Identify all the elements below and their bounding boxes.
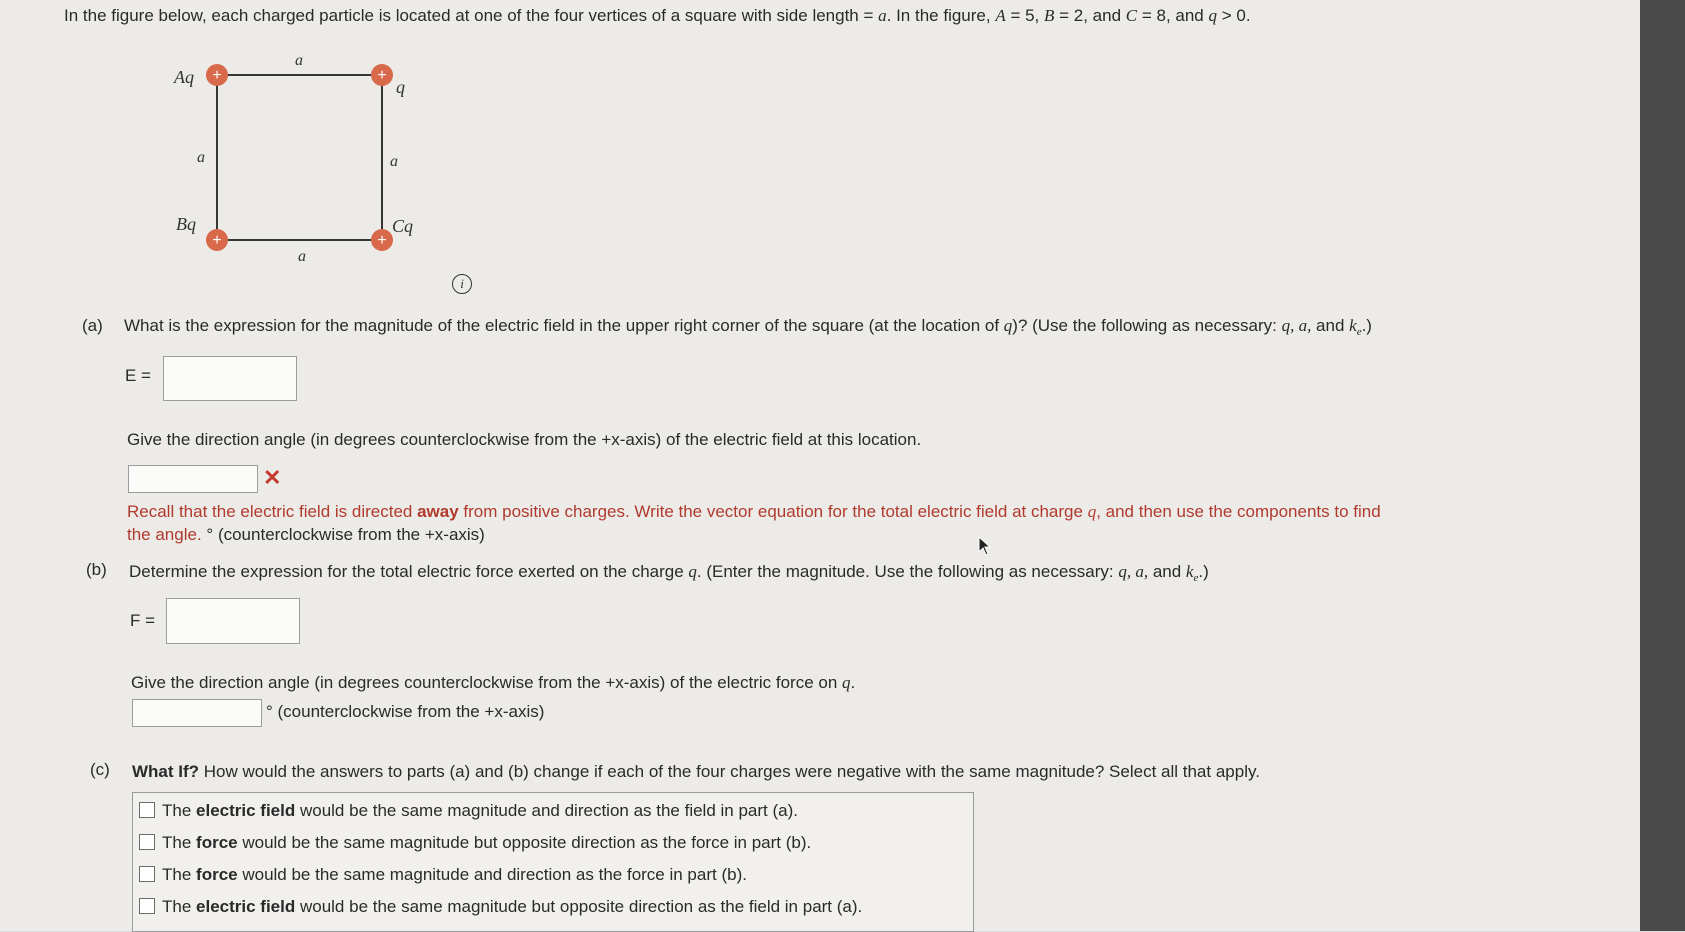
part-a-ke-sub: e	[1356, 326, 1362, 338]
intro-A: A	[995, 6, 1006, 25]
choice-3-post: would be the same magnitude and direction as the force in part (b).	[237, 865, 747, 884]
choice-4-bold: electric field	[196, 897, 296, 916]
part-a-question	[124, 316, 1372, 338]
part-a-end: .)	[1361, 316, 1372, 335]
part-b-question	[129, 562, 1209, 584]
square-outline	[217, 75, 382, 240]
charge-top-left	[206, 64, 228, 86]
F-answer-input[interactable]	[166, 598, 300, 644]
part-b-letter: (b)	[86, 560, 107, 579]
E-angle-input[interactable]	[128, 465, 258, 493]
label-Aq: Aq	[174, 67, 194, 87]
part-a-q-var: q	[1003, 316, 1013, 335]
choice-2[interactable]	[139, 833, 811, 857]
intro-q: q	[1208, 6, 1217, 25]
choice-1-bold: electric field	[196, 801, 296, 820]
part-a-vars: q, a,	[1281, 316, 1312, 335]
label-side-bottom: a	[298, 248, 306, 265]
F-angle-input[interactable]	[132, 699, 262, 727]
checkbox-2[interactable]	[139, 834, 155, 850]
choice-3-bold: force	[196, 865, 238, 884]
intro-a: a	[878, 6, 887, 25]
intro-part2: . In the figure,	[886, 6, 996, 25]
choice-1-post: would be the same magnitude and direction as the field in part (a).	[295, 801, 798, 820]
part-b-q-pre: Determine the expression for the total electric force exerted on the charge	[129, 562, 689, 581]
intro-B: B	[1044, 6, 1055, 25]
charge-bottom-right	[371, 229, 393, 251]
choice-1[interactable]	[139, 801, 798, 825]
intro-C-eq: = 8, and	[1137, 6, 1209, 25]
part-a-letter: (a)	[82, 316, 103, 335]
label-side-left: a	[197, 149, 205, 166]
info-icon[interactable]: i	[452, 274, 472, 294]
part-a-q-mid: )? (Use the following as necessary:	[1012, 316, 1282, 335]
choice-3-pre: The	[162, 865, 197, 884]
part-a-feedback	[127, 500, 1587, 546]
part-c-question	[132, 762, 1260, 782]
part-a-q-pre: What is the expression for the magnitude of the electric field in the upper right corner of the square (at the location of	[124, 316, 1004, 335]
feedback-end: , and then use the components to find	[1096, 502, 1381, 521]
part-b-and: and	[1148, 562, 1186, 581]
choice-2-post: would be the same magnitude but opposite direction as the force in part (b).	[237, 833, 812, 852]
part-c-whatif: What If?	[132, 762, 200, 781]
feedback-line2: the angle.	[127, 525, 202, 544]
label-side-right: a	[390, 153, 398, 170]
intro-text	[64, 6, 1251, 26]
choices-group	[132, 792, 974, 932]
part-b-unit-suffix: ° (counterclockwise from the +x-axis)	[266, 702, 545, 721]
part-b-end: .)	[1198, 562, 1209, 581]
choice-1-pre: The	[162, 801, 197, 820]
mouse-cursor-icon	[978, 536, 992, 556]
part-a-unit-suffix: ° (counterclockwise from the +x-axis)	[206, 525, 485, 544]
charge-sign-tl: +	[212, 67, 222, 84]
label-Cq: Cq	[392, 216, 414, 236]
part-c-question-text: How would the answers to parts (a) and (b) change if each of the four charges were negative with the same magnitude? Select all that apply.	[199, 762, 1260, 781]
intro-A-eq: = 5,	[1005, 6, 1044, 25]
dark-edge	[1640, 0, 1685, 931]
part-b-q-var: q	[688, 562, 697, 581]
part-b-ke: k	[1185, 562, 1194, 581]
charge-bottom-left	[206, 229, 228, 251]
part-b-angle-end: .	[850, 673, 856, 692]
part-b-vars: q, a,	[1118, 562, 1149, 581]
choice-4[interactable]	[139, 897, 862, 921]
intro-part1: In the figure below, each charged particle is located at one of the four vertices of a square with side length =	[64, 6, 879, 25]
intro-q-eq: > 0.	[1216, 6, 1251, 25]
E-label: E =	[125, 366, 151, 385]
checkbox-3[interactable]	[139, 866, 155, 882]
part-c-letter: (c)	[90, 760, 110, 779]
choice-4-pre: The	[162, 897, 197, 916]
label-q: q	[396, 77, 405, 97]
label-side-top: a	[295, 52, 303, 69]
intro-B-eq: = 2, and	[1054, 6, 1126, 25]
wrong-x-icon: ✕	[263, 465, 282, 490]
part-b-angle-pre: Give the direction angle (in degrees counterclockwise from the +x-axis) of the electric force on	[131, 673, 843, 692]
charge-top-right	[371, 64, 393, 86]
F-label: F =	[130, 611, 156, 630]
choice-4-post: would be the same magnitude but opposite direction as the field in part (a).	[295, 897, 863, 916]
label-Bq: Bq	[176, 214, 196, 234]
part-b-angle-prompt	[131, 673, 855, 693]
intro-C: C	[1125, 6, 1138, 25]
part-a-ke: k	[1349, 316, 1357, 335]
charge-sign-bl: +	[212, 232, 222, 249]
feedback-pre: Recall that the electric field is directed	[127, 502, 418, 521]
part-b-angle-q: q	[842, 673, 851, 692]
feedback-post: from positive charges. Write the vector equation for the total electric field at charge	[458, 502, 1088, 521]
checkbox-1[interactable]	[139, 802, 155, 818]
choice-3[interactable]	[139, 865, 747, 889]
feedback-q: q	[1087, 502, 1097, 521]
choice-2-bold: force	[196, 833, 238, 852]
charge-sign-br: +	[377, 232, 387, 249]
choice-2-pre: The	[162, 833, 197, 852]
charge-sign-tr: +	[377, 67, 387, 84]
part-b-q-mid: . (Enter the magnitude. Use the following as necessary:	[696, 562, 1119, 581]
part-b-ke-sub: e	[1193, 572, 1199, 584]
E-answer-input[interactable]	[163, 356, 297, 401]
feedback-bold: away	[417, 502, 459, 521]
part-a-and: and	[1311, 316, 1350, 335]
part-a-angle-prompt: Give the direction angle (in degrees counterclockwise from the +x-axis) of the electric field at this location.	[127, 430, 922, 449]
square-charge-diagram	[170, 50, 430, 265]
checkbox-4[interactable]	[139, 898, 155, 914]
